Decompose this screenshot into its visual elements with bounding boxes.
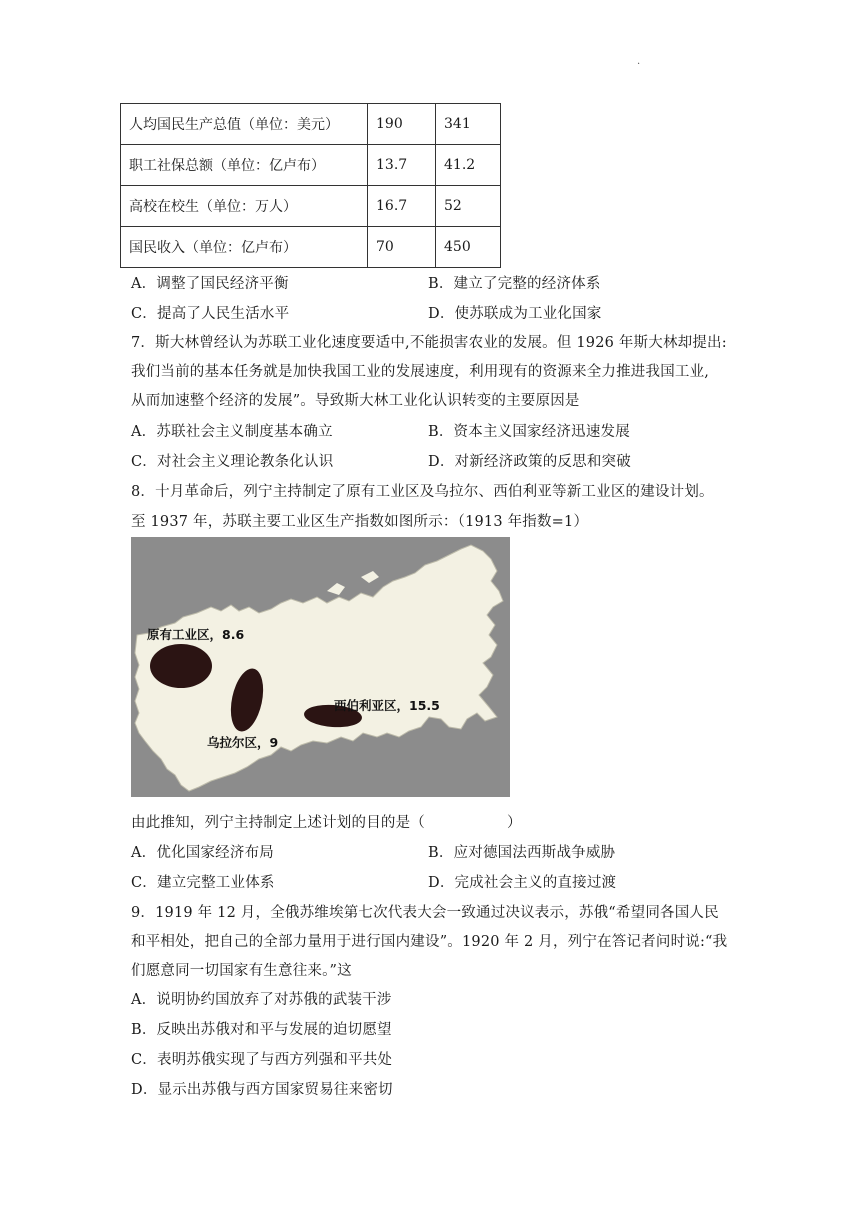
table-cell: 职工社保总额（单位：亿卢布） <box>121 145 368 186</box>
q8-stem-line-2: 至 1937 年，苏联主要工业区生产指数如图所示：（1913 年指数=1） <box>131 514 589 530</box>
q8-option-b: B．应对德国法西斯战争威胁 <box>428 845 616 861</box>
q6-option-a: A．调整了国民经济平衡 <box>131 276 289 292</box>
table-cell: 国民收入（单位：亿卢布） <box>121 227 368 268</box>
table-cell: 13.7 <box>368 145 436 186</box>
q8-option-a: A．优化国家经济布局 <box>131 845 274 861</box>
q9-option-b: B．反映出苏俄对和平与发展的迫切愿望 <box>131 1022 392 1038</box>
q7-option-a: A．苏联社会主义制度基本确立 <box>131 424 333 440</box>
ussr-industrial-map <box>131 537 510 797</box>
siberia-region-label: 西伯利亚区，15.5 <box>334 698 440 713</box>
old-region-label: 原有工业区，8.6 <box>147 627 245 642</box>
q8-question-end: ） <box>507 815 522 831</box>
q9-stem-line-2: 和平相处，把自己的全部力量用于进行国内建设”。1920 年 2 月，列宁在答记者问时说:“我 <box>131 934 728 950</box>
old-industrial-region <box>150 644 212 688</box>
q7-stem-line-2: 我们当前的基本任务就是加快我国工业的发展速度，利用现有的资源来全力推进我国工业, <box>131 364 710 380</box>
q9-stem-line-1: 9．1919 年 12 月，全俄苏维埃第七次代表大会一致通过决议表示，苏俄“希望同各国人民 <box>131 905 719 921</box>
corner-mark: . <box>637 56 641 67</box>
q6-option-c: C．提高了人民生活水平 <box>131 306 290 322</box>
q7-option-b: B．资本主义国家经济迅速发展 <box>428 424 630 440</box>
table-cell: 52 <box>436 186 501 227</box>
q8-question-text: 由此推知，列宁主持制定上述计划的目的是（ <box>131 815 425 831</box>
table-cell: 450 <box>436 227 501 268</box>
q6-option-b: B．建立了完整的经济体系 <box>428 276 601 292</box>
q9-stem-line-3: 们愿意同一切国家有生意往来。”这 <box>131 963 352 979</box>
q9-option-c: C．表明苏俄实现了与西方列强和平共处 <box>131 1052 393 1068</box>
table-row <box>121 104 501 145</box>
table-row <box>121 227 501 268</box>
table-cell: 70 <box>368 227 436 268</box>
table-cell: 高校在校生（单位：万人） <box>121 186 368 227</box>
table-row <box>121 186 501 227</box>
q7-option-d: D．对新经济政策的反思和突破 <box>428 454 631 470</box>
q7-stem-line-1: 7．斯大林曾经认为苏联工业化速度要适中,不能损害农业的发展。但 1926 年斯大林却提出: <box>131 335 727 351</box>
ural-region-label: 乌拉尔区，9 <box>207 735 279 750</box>
q8-question <box>131 811 522 832</box>
table-cell: 人均国民生产总值（单位：美元） <box>121 104 368 145</box>
table-cell: 16.7 <box>368 186 436 227</box>
q8-option-c: C．建立完整工业体系 <box>131 875 275 891</box>
q6-option-d: D．使苏联成为工业化国家 <box>428 306 602 322</box>
q9-option-a: A．说明协约国放弃了对苏俄的武装干涉 <box>131 992 392 1008</box>
q8-stem-line-1: 8．十月革命后，列宁主持制定了原有工业区及乌拉尔、西伯利亚等新工业区的建设计划。 <box>131 484 714 500</box>
q8-option-d: D．完成社会主义的直接过渡 <box>428 875 617 891</box>
table-cell: 341 <box>436 104 501 145</box>
q7-stem-line-3: 从而加速整个经济的发展”。导致斯大林工业化认识转变的主要原因是 <box>131 393 580 409</box>
table-cell: 190 <box>368 104 436 145</box>
q7-option-c: C．对社会主义理论教条化认识 <box>131 454 334 470</box>
table-row <box>121 145 501 186</box>
table-cell: 41.2 <box>436 145 501 186</box>
statistics-table <box>120 103 501 268</box>
q9-option-d: D．显示出苏俄与西方国家贸易往来密切 <box>131 1082 393 1098</box>
